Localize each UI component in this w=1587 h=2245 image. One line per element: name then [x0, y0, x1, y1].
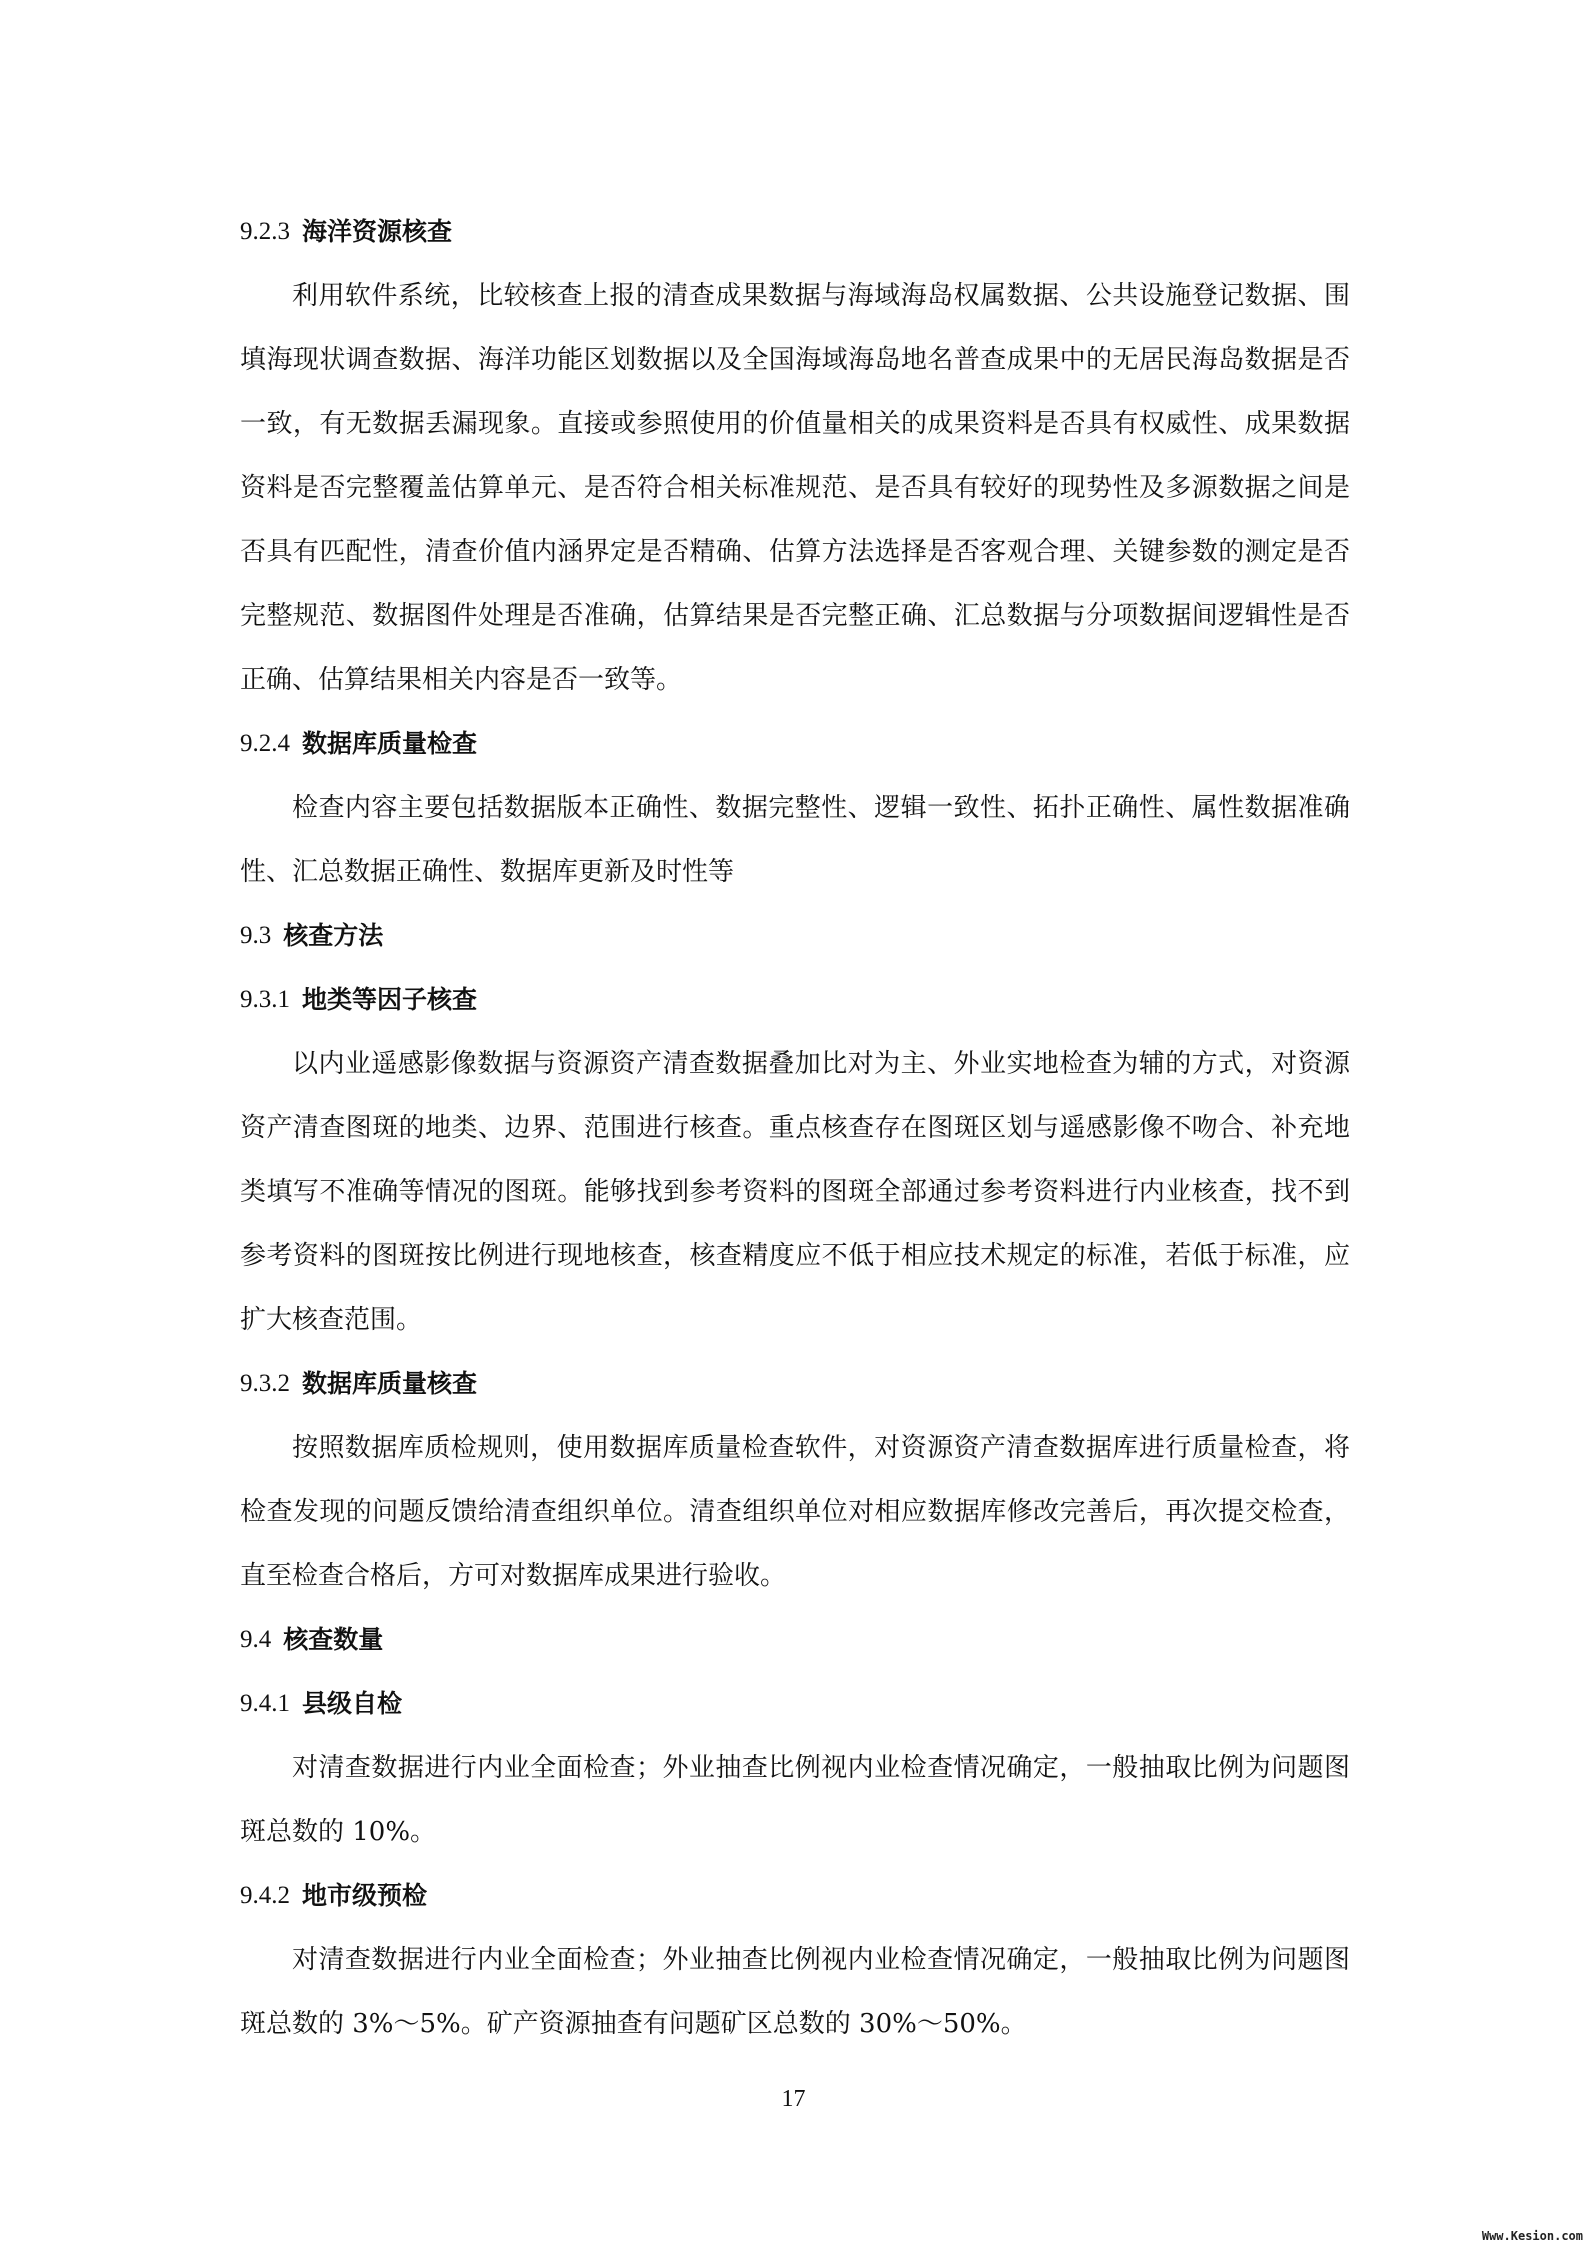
section-heading-9-2-3 — [240, 200, 1350, 264]
section-heading-9-3-2 — [240, 1352, 1350, 1416]
heading-title: 核查方法 — [283, 921, 384, 950]
heading-number: 9.4 — [240, 1626, 272, 1653]
paragraph-database-quality-verify: 按照数据库质检规则，使用数据库质量检查软件，对资源资产清查数据库进行质量检查，将检查发现的问题反馈给清查组织单位。清查组织单位对相应数据库修改完善后，再次提交检查，直至检查合格后，方可对数据库成果进行验收。 — [240, 1433, 1350, 1591]
heading-title: 地市级预检 — [302, 1881, 428, 1910]
heading-title: 海洋资源核查 — [302, 217, 453, 246]
paragraph-county-self-check: 对清查数据进行内业全面检查；外业抽查比例视内业检查情况确定，一般抽取比例为问题图斑总数的 10%。 — [240, 1753, 1350, 1847]
heading-title: 数据库质量核查 — [302, 1369, 478, 1398]
heading-number: 9.3 — [240, 922, 272, 949]
heading-title: 地类等因子核查 — [302, 985, 478, 1014]
section-heading-9-4-2 — [240, 1864, 1350, 1928]
paragraph-marine-resource-check: 利用软件系统，比较核查上报的清查成果数据与海域海岛权属数据、公共设施登记数据、围填海现状调查数据、海洋功能区划数据以及全国海域海岛地名普查成果中的无居民海岛数据是否一致，有无数据丢漏现象。直接或参照使用的价值量相关的成果资料是否具有权威性、成果数据资料是否完整覆盖估算单元、是否符合相关标准规范、是否具有较好的现势性及多源数据之间是否具有匹配性，清查价值内涵界定是否精确、估算方法选择是否客观合理、关键参数的测定是否完整规范、数据图件处理是否准确，估算结果是否完整正确、汇总数据与分项数据间逻辑性是否正确、估算结果相关内容是否一致等。 — [240, 281, 1350, 695]
heading-title: 核查数量 — [283, 1625, 384, 1654]
section-heading-9-4-1 — [240, 1672, 1350, 1736]
section-heading-9-3-1 — [240, 968, 1350, 1032]
section-heading-9-2-4 — [240, 712, 1350, 776]
paragraph-database-quality-check: 检查内容主要包括数据版本正确性、数据完整性、逻辑一致性、拓扑正确性、属性数据准确性、汇总数据正确性、数据库更新及时性等 — [240, 793, 1350, 887]
heading-number: 9.3.2 — [240, 1370, 290, 1397]
page-number: 17 — [781, 2086, 806, 2112]
watermark-text: Www.Kesion.com — [1481, 2229, 1583, 2243]
heading-number: 9.4.2 — [240, 1882, 290, 1909]
heading-title: 县级自检 — [302, 1689, 403, 1718]
paragraph-city-precheck: 对清查数据进行内业全面检查；外业抽查比例视内业检查情况确定，一般抽取比例为问题图斑总数的 3%～5%。矿产资源抽查有问题矿区总数的 30%～50%。 — [240, 1945, 1350, 2039]
section-heading-9-3 — [240, 904, 1350, 968]
heading-number: 9.2.3 — [240, 218, 290, 245]
paragraph-land-type-check: 以内业遥感影像数据与资源资产清查数据叠加比对为主、外业实地检查为辅的方式，对资源资产清查图斑的地类、边界、范围进行核查。重点核查存在图斑区划与遥感影像不吻合、补充地类填写不准确等情况的图斑。能够找到参考资料的图斑全部通过参考资料进行内业核查，找不到参考资料的图斑按比例进行现地核查，核查精度应不低于相应技术规定的标准，若低于标准，应扩大核查范围。 — [240, 1049, 1350, 1335]
heading-number: 9.2.4 — [240, 730, 290, 757]
heading-number: 9.4.1 — [240, 1690, 290, 1717]
page-body — [240, 200, 1350, 2056]
heading-title: 数据库质量检查 — [302, 729, 478, 758]
section-heading-9-4 — [240, 1608, 1350, 1672]
heading-number: 9.3.1 — [240, 986, 290, 1013]
